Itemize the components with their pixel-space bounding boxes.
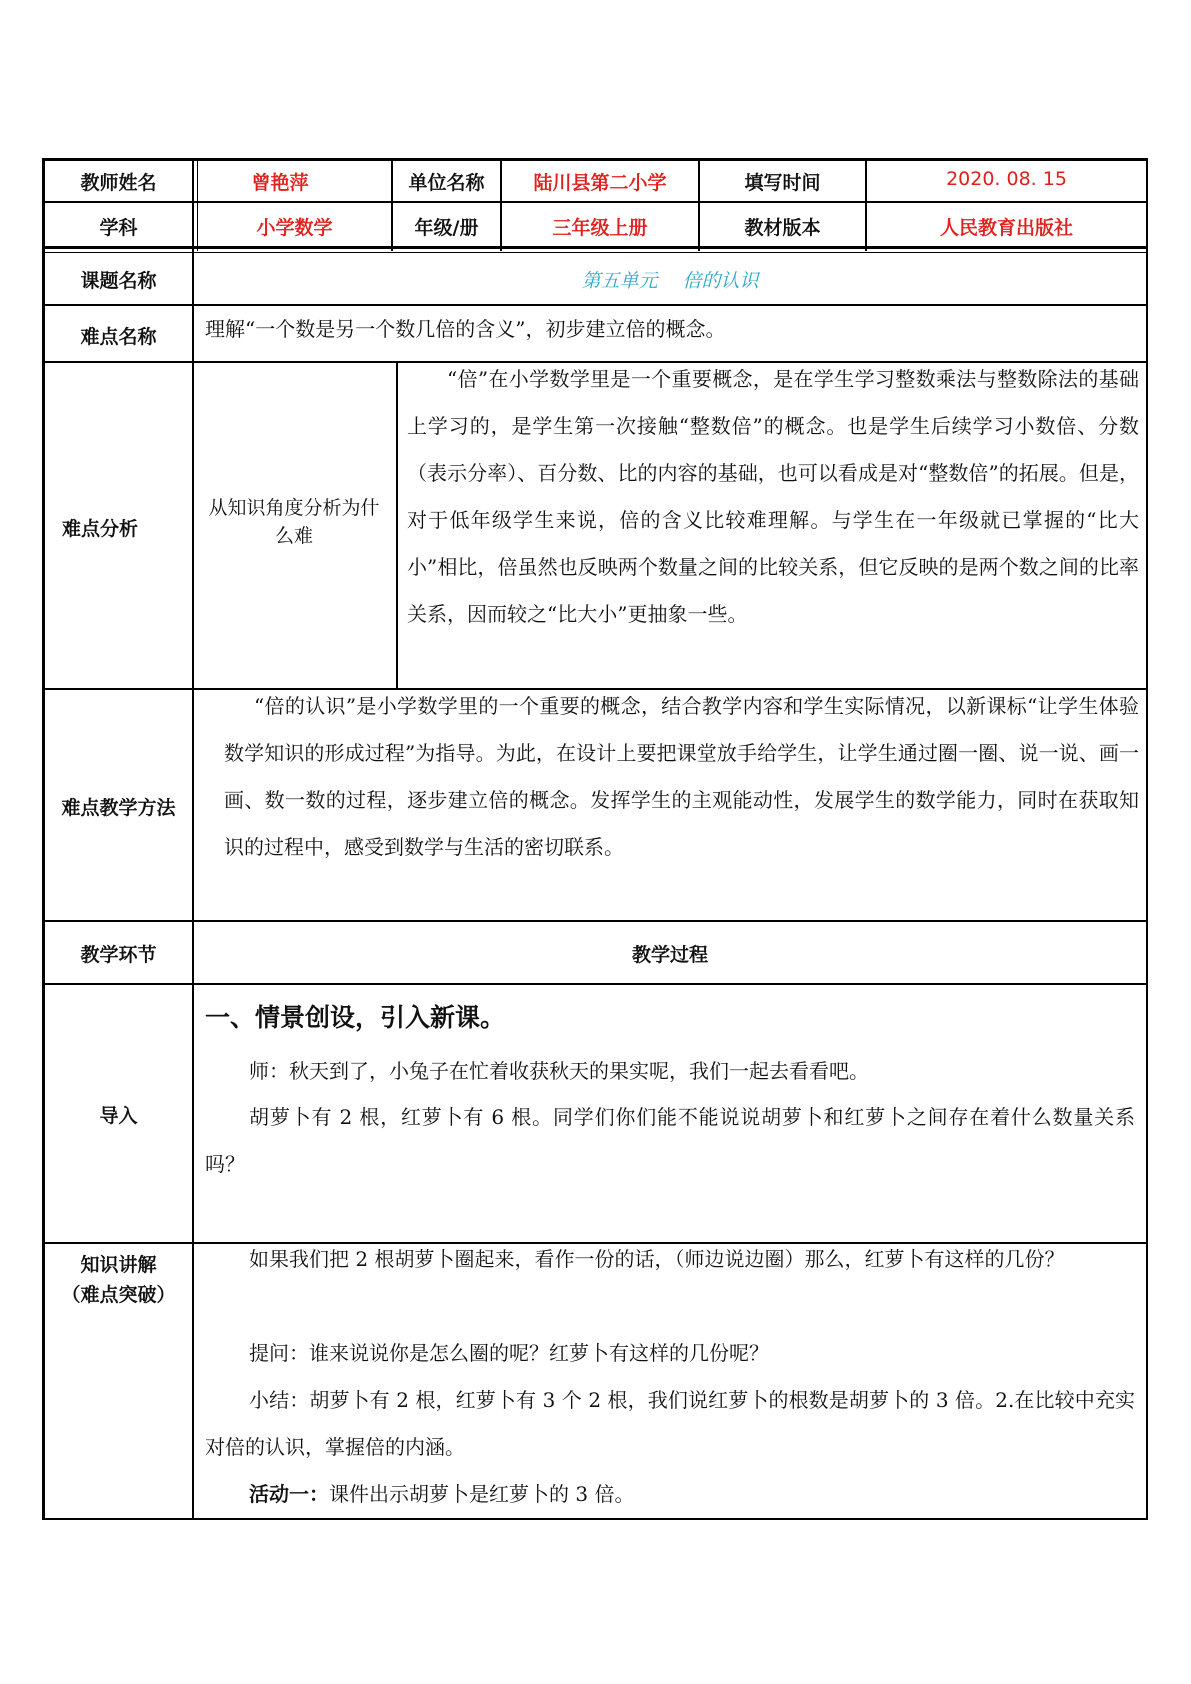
analysis-sub-label: 从知识角度分析为什么难 [208, 497, 380, 547]
process-header: 教学过程 [631, 944, 708, 966]
rule-col1 [192, 158, 194, 1520]
unit-name-label: 单位名称 [408, 172, 485, 194]
edition-value: 人民教育出版社 [939, 217, 1073, 239]
activity-text: 课件出示胡萝卜是红萝卜的 3 倍。 [329, 1482, 635, 1506]
analysis-label: 难点分析 [61, 518, 138, 540]
method-label: 难点教学方法 [61, 797, 176, 819]
rule-analysis-split [396, 361, 398, 689]
rule-row7 [42, 920, 1148, 922]
rule-row8 [42, 983, 1148, 985]
intro-para2: 胡萝卜有 2 根，红萝卜有 6 根。同学们你们能不能说说胡萝卜和红萝卜之间存在着什么数量关系吗？ [205, 1105, 1135, 1176]
knowledge-para3: 小结：胡萝卜有 2 根，红萝卜有 3 个 2 根，我们说红萝卜的根数是胡萝卜的 3 倍。2.在比较中充实对倍的认识，掌握倍的内涵。 [205, 1388, 1135, 1459]
rule-left [42, 158, 45, 1520]
rule-bottom [42, 1518, 1148, 1520]
teacher-name-value: 曾艳萍 [251, 172, 309, 194]
knowledge-para1: 如果我们把 2 根胡萝卜圈起来，看作一份的话，（师边说边圈）那么，红萝卜有这样的几份？ [249, 1247, 1065, 1271]
knowledge-sub-label: （难点突破） [61, 1284, 176, 1306]
rule-row2 [42, 246, 1148, 249]
intro-label: 导入 [99, 1105, 138, 1127]
teacher-name-label: 教师姓名 [80, 172, 157, 194]
subject-label: 学科 [99, 217, 138, 239]
topic-label: 课题名称 [80, 270, 157, 292]
knowledge-para2: 提问：谁来说说你是怎么圈的呢？红萝卜有这样的几份呢？ [249, 1341, 769, 1365]
stage-header: 教学环节 [80, 944, 157, 966]
knowledge-activity [205, 1471, 1135, 1518]
analysis-text: “倍”在小学数学里是一个重要概念，是在学生学习整数乘法与整数除法的基础上学习的，是学生第一次接触“整数倍”的概念。也是学生后续学习小数倍、分数（表示分率）、百分数、比的内容的基础，也可以看成是对“整数倍”的拓展。但是，对于低年级学生来说，倍的含义比较难理解。与学生在一年级就已掌握的“比大小”相比，倍虽然也反映两个数量之间的比较关系，但它反映的是两个数之间的比率关系，因而较之“比大小”更抽象一些。 [407, 367, 1139, 626]
rule-row1 [42, 201, 1148, 203]
intro-heading: 一、情景创设，引入新课。 [205, 1003, 506, 1032]
activity-label: 活动一： [249, 1482, 329, 1506]
knowledge-label: 知识讲解 [80, 1254, 157, 1276]
unit-name-value: 陆川县第二小学 [533, 172, 667, 194]
edition-label: 教材版本 [744, 217, 821, 239]
difficulty-label: 难点名称 [80, 326, 157, 348]
fill-time-value: 2020. 08. 15 [946, 168, 1067, 190]
method-text: “倍的认识”是小学数学里的一个重要的概念，结合教学内容和学生实际情况，以新课标“让学生体验数学知识的形成过程”为指导。为此，在设计上要把课堂放手给学生，让学生通过圈一圈、说一说、画一画、数一数的过程，逐步建立倍的概念。发挥学生的主观能动性，发展学生的数学能力，同时在获取知识的过程中，感受到数学与生活的密切联系。 [224, 694, 1139, 859]
rule-row4 [42, 304, 1148, 306]
grade-label: 年级/册 [414, 217, 479, 239]
subject-value: 小学数学 [256, 217, 333, 239]
topic-value: 第五单元 倍的认识 [581, 270, 759, 292]
difficulty-value: 理解“一个数是另一个数几倍的含义”，初步建立倍的概念。 [205, 317, 726, 341]
rule-top [42, 158, 1148, 161]
grade-value: 三年级上册 [552, 217, 648, 239]
rule-right [1146, 158, 1148, 1520]
fill-time-label: 填写时间 [744, 172, 821, 194]
rule-row3 [42, 252, 1148, 253]
intro-para1: 师：秋天到了，小兔子在忙着收获秋天的果实呢，我们一起去看看吧。 [249, 1059, 869, 1083]
